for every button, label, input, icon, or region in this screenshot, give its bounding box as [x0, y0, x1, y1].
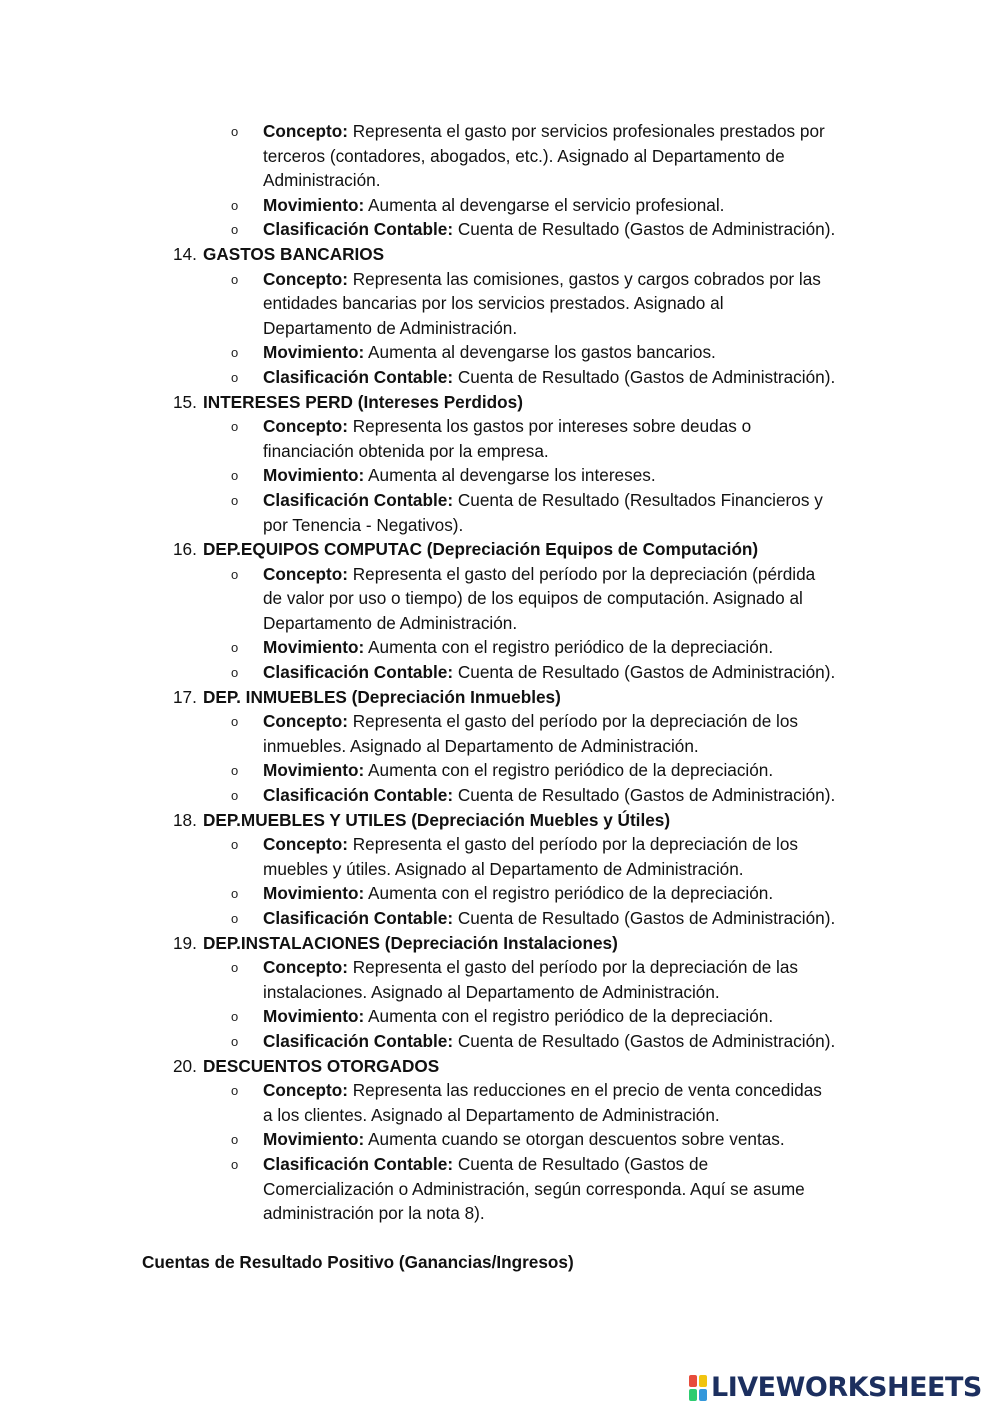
account-heading: [0, 808, 999, 833]
concepto-line: [0, 144, 999, 169]
clasificacion-label: Clasificación Contable:: [263, 1030, 454, 1051]
bullet-icon: o: [231, 197, 239, 213]
concepto-line: [0, 119, 999, 144]
bullet-icon: o: [231, 468, 239, 484]
account-heading: [0, 537, 999, 562]
concepto-text: muebles y útiles. Asignado al Departamento de Administración.: [263, 858, 744, 879]
account-title: GASTOS BANCARIOS: [203, 243, 385, 264]
movimiento-line: [0, 193, 999, 218]
movimiento-text: Aumenta al devengarse los intereses.: [368, 465, 656, 486]
concepto-text: Departamento de Administración.: [263, 612, 518, 633]
movimiento-label: Movimiento:: [263, 637, 365, 658]
bullet-icon: o: [231, 837, 239, 853]
bullet-icon: o: [231, 1156, 239, 1172]
concepto-label: Concepto:: [263, 711, 348, 732]
concepto-text: de valor por uso o tiempo) de los equipos de computación. Asignado al: [263, 588, 803, 609]
concepto-text: Representa el gasto del período por la depreciación de las: [352, 957, 799, 978]
account-title: INTERESES PERD (Intereses Perdidos): [203, 391, 523, 412]
concepto-text: a los clientes. Asignado al Departamento de Administración.: [263, 1104, 720, 1125]
account-number: 19.: [173, 932, 197, 953]
bullet-icon: o: [231, 1009, 239, 1025]
bullet-icon: o: [231, 763, 239, 779]
account-number: 17.: [173, 686, 197, 707]
account-number: 18.: [173, 809, 197, 830]
clasificacion-label: Clasificación Contable:: [263, 908, 454, 928]
account-heading: [0, 242, 999, 267]
clasificacion-text: Cuenta de Resultado (Gastos de: [457, 1153, 709, 1174]
movimiento-line: [0, 758, 999, 783]
clasificacion-text: Cuenta de Resultado (Gastos de Administración).: [457, 785, 836, 806]
clasificacion-text: Cuenta de Resultado (Gastos de Administración).: [457, 662, 836, 683]
account-heading: [0, 685, 999, 710]
movimiento-label: Movimiento:: [263, 465, 365, 486]
movimiento-text: Aumenta al devengarse los gastos bancarios.: [368, 342, 716, 363]
concepto-line: [0, 168, 999, 193]
concepto-label: Concepto:: [263, 416, 348, 437]
bullet-icon: o: [231, 566, 239, 582]
bullet-icon: o: [231, 714, 239, 730]
movimiento-label: Movimiento:: [263, 883, 365, 904]
concepto-line: [0, 562, 999, 587]
concepto-label: Concepto:: [263, 268, 348, 289]
document-content: [0, 119, 999, 1274]
bullet-icon: o: [231, 1083, 239, 1099]
live-block-l: [689, 1375, 697, 1387]
movimiento-line: [0, 340, 999, 365]
clasificacion-text: Cuenta de Resultado (Gastos de Administración).: [457, 1030, 836, 1051]
account-number: 20.: [173, 1055, 197, 1076]
live-block-v: [689, 1389, 697, 1401]
concepto-text: terceros (contadores, abogados, etc.). Asignado al Departamento de: [263, 145, 785, 166]
concepto-label: Concepto:: [263, 957, 348, 978]
concepto-line: [0, 414, 999, 439]
account-title: DEP.MUEBLES Y UTILES (Depreciación Muebles y Útiles): [203, 809, 671, 830]
clasificacion-text: Cuenta de Resultado (Resultados Financieros y: [457, 489, 823, 510]
concepto-line: [0, 291, 999, 316]
bullet-icon: o: [231, 665, 239, 681]
concepto-text: Representa los gastos por intereses sobre deudas o: [352, 416, 752, 437]
section-heading: Cuentas de Resultado Positivo (Ganancias/Ingresos): [142, 1251, 574, 1272]
account-number: 16.: [173, 539, 197, 560]
concepto-line: [0, 267, 999, 292]
concepto-label: Concepto:: [263, 1080, 348, 1101]
movimiento-line: [0, 1127, 999, 1152]
clasificacion-line: [0, 783, 999, 808]
clasificacion-text: Cuenta de Resultado (Gastos de Administración).: [457, 908, 836, 928]
clasificacion-line: [0, 1201, 999, 1226]
live-block-i: [699, 1375, 707, 1387]
account-title: DEP.INSTALACIONES (Depreciación Instalaciones): [203, 932, 618, 953]
clasificacion-label: Clasificación Contable:: [263, 489, 454, 510]
movimiento-text: Aumenta con el registro periódico de la depreciación.: [368, 883, 774, 904]
movimiento-label: Movimiento:: [263, 760, 365, 781]
clasificacion-line: [0, 513, 999, 538]
account-title: DEP.EQUIPOS COMPUTAC (Depreciación Equipos de Computación): [203, 539, 759, 560]
movimiento-text: Aumenta con el registro periódico de la depreciación.: [368, 760, 774, 781]
movimiento-line: [0, 463, 999, 488]
clasificacion-label: Clasificación Contable:: [263, 662, 454, 683]
clasificacion-line: [0, 906, 999, 931]
movimiento-label: Movimiento:: [263, 1006, 365, 1027]
bullet-icon: o: [231, 788, 239, 804]
movimiento-text: Aumenta al devengarse el servicio profesional.: [368, 194, 725, 215]
concepto-text: Departamento de Administración.: [263, 317, 518, 338]
concepto-label: Concepto:: [263, 834, 348, 855]
bullet-icon: o: [231, 345, 239, 361]
movimiento-text: Aumenta con el registro periódico de la depreciación.: [368, 637, 774, 658]
concepto-line: [0, 316, 999, 341]
concepto-text: Representa el gasto del período por la depreciación (pérdida: [352, 563, 816, 584]
clasificacion-line: [0, 660, 999, 685]
bullet-icon: o: [231, 222, 239, 238]
concepto-text: Representa las comisiones, gastos y cargos cobrados por las: [352, 268, 821, 289]
concepto-text: financiación obtenida por la empresa.: [263, 440, 549, 461]
account-heading: [0, 1054, 999, 1079]
clasificacion-line: [0, 488, 999, 513]
movimiento-text: Aumenta con el registro periódico de la depreciación.: [368, 1006, 774, 1027]
bullet-icon: o: [231, 271, 239, 287]
concepto-text: Representa las reducciones en el precio de venta concedidas: [352, 1080, 822, 1101]
bullet-icon: o: [231, 419, 239, 435]
movimiento-line: [0, 1004, 999, 1029]
concepto-text: Administración.: [263, 170, 381, 191]
clasificacion-line: [0, 1152, 999, 1177]
concepto-label: Concepto:: [263, 121, 348, 141]
bullet-icon: o: [231, 1132, 239, 1148]
brand-name: LIVEWORKSHEETS: [711, 1372, 982, 1403]
clasificacion-label: Clasificación Contable:: [263, 366, 454, 387]
account-title: DESCUENTOS OTORGADOS: [203, 1055, 440, 1076]
concepto-line: [0, 1078, 999, 1103]
movimiento-label: Movimiento:: [263, 1129, 365, 1150]
movimiento-label: Movimiento:: [263, 194, 365, 215]
bullet-icon: o: [231, 960, 239, 976]
clasificacion-line: [0, 217, 999, 242]
concepto-line: [0, 832, 999, 857]
spacer: [0, 1226, 999, 1250]
clasificacion-text: Cuenta de Resultado (Gastos de Administración).: [457, 366, 836, 387]
account-number: 15.: [173, 391, 197, 412]
account-heading: [0, 931, 999, 956]
concepto-line: [0, 857, 999, 882]
clasificacion-text: administración por la nota 8).: [263, 1203, 485, 1224]
bullet-icon: o: [231, 369, 239, 385]
movimiento-line: [0, 635, 999, 660]
concepto-line: [0, 439, 999, 464]
clasificacion-text: Cuenta de Resultado (Gastos de Administración).: [457, 219, 836, 240]
concepto-line: [0, 955, 999, 980]
concepto-text: Representa el gasto del período por la depreciación de los: [352, 711, 799, 732]
account-heading: [0, 390, 999, 415]
concepto-line: [0, 980, 999, 1005]
clasificacion-text: por Tenencia - Negativos).: [263, 514, 464, 535]
concepto-text: instalaciones. Asignado al Departamento de Administración.: [263, 981, 720, 1002]
clasificacion-label: Clasificación Contable:: [263, 219, 454, 240]
concepto-text: Representa el gasto por servicios profesionales prestados por: [352, 121, 825, 141]
concepto-line: [0, 611, 999, 636]
concepto-line: [0, 734, 999, 759]
clasificacion-line: [0, 1029, 999, 1054]
concepto-line: [0, 586, 999, 611]
clasificacion-line: [0, 1177, 999, 1202]
concepto-text: Representa el gasto del período por la depreciación de los: [352, 834, 799, 855]
clasificacion-label: Clasificación Contable:: [263, 785, 454, 806]
bullet-icon: o: [231, 640, 239, 656]
movimiento-label: Movimiento:: [263, 342, 365, 363]
bullet-icon: o: [231, 124, 239, 139]
concepto-text: entidades bancarias por los servicios prestados. Asignado al: [263, 293, 724, 314]
bullet-icon: o: [231, 1033, 239, 1049]
concepto-label: Concepto:: [263, 563, 348, 584]
account-title: DEP. INMUEBLES (Depreciación Inmuebles): [203, 686, 561, 707]
movimiento-line: [0, 881, 999, 906]
concepto-text: inmuebles. Asignado al Departamento de Administración.: [263, 735, 699, 756]
bullet-icon: o: [231, 911, 239, 926]
bullet-icon: o: [231, 492, 239, 508]
live-block-e: [699, 1389, 707, 1401]
concepto-line: [0, 1103, 999, 1128]
account-number: 14.: [173, 243, 197, 264]
concepto-line: [0, 709, 999, 734]
clasificacion-line: [0, 365, 999, 390]
clasificacion-label: Clasificación Contable:: [263, 1153, 454, 1174]
live-blocks-icon: [689, 1375, 707, 1401]
bullet-icon: o: [231, 886, 239, 902]
movimiento-text: Aumenta cuando se otorgan descuentos sobre ventas.: [368, 1129, 785, 1150]
clasificacion-text: Comercialización o Administración, según corresponda. Aquí se asume: [263, 1178, 805, 1199]
liveworksheets-logo: [689, 1372, 982, 1404]
